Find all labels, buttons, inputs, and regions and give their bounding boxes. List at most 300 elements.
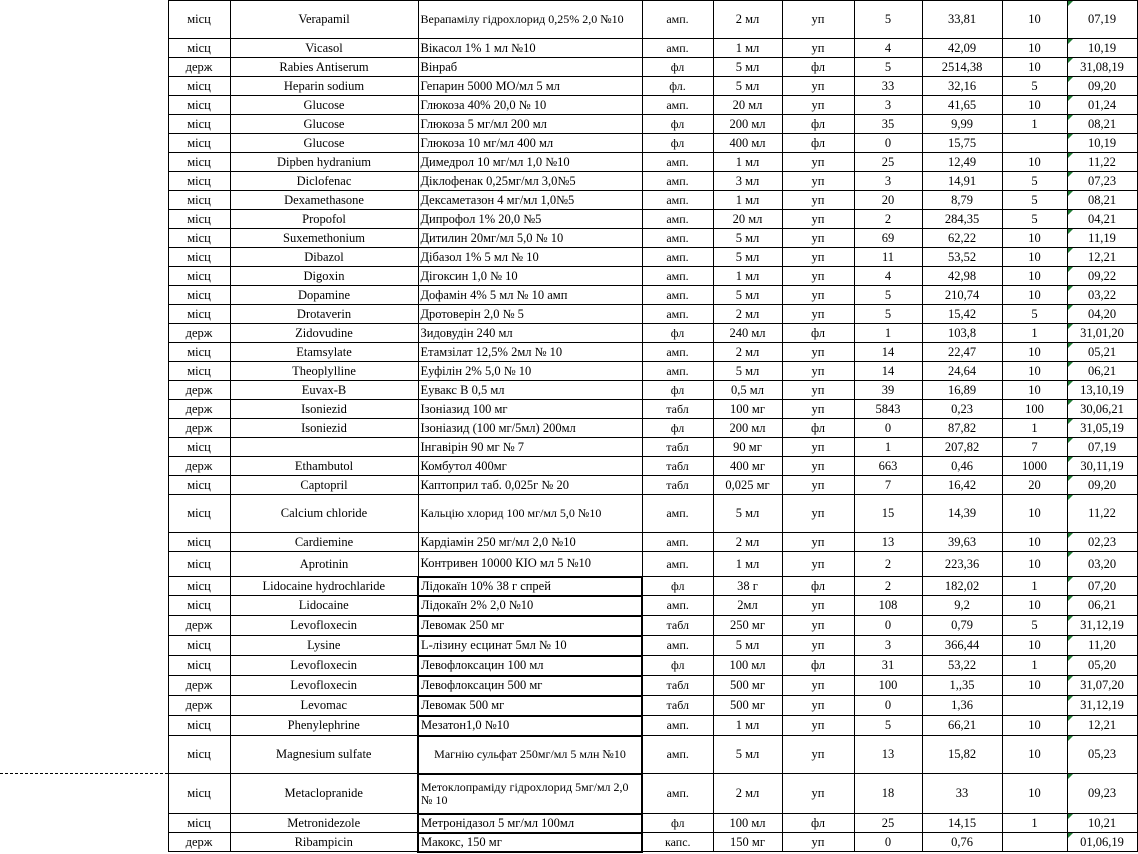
pack-cell[interactable]: 1 — [1002, 656, 1067, 676]
pack-cell[interactable]: 1 — [1002, 814, 1067, 833]
quantity-cell[interactable]: 2 — [854, 577, 922, 596]
quantity-cell[interactable]: 2 — [854, 210, 922, 229]
dose-cell[interactable]: 100 мл — [713, 656, 782, 676]
intl-name-cell[interactable]: Levomac — [230, 696, 418, 716]
pack-cell[interactable]: 1 — [1002, 577, 1067, 596]
trade-name-cell[interactable]: Верапамілу гідрохлорид 0,25% 2,0 №10 — [418, 1, 642, 39]
trade-name-cell[interactable]: Дротоверін 2,0 № 5 — [418, 305, 642, 324]
pack-cell[interactable]: 10 — [1002, 533, 1067, 552]
quantity-cell[interactable]: 4 — [854, 39, 922, 58]
intl-name-cell[interactable]: Captopril — [230, 476, 418, 495]
pack-cell[interactable]: 10 — [1002, 153, 1067, 172]
form-cell[interactable]: амп. — [642, 229, 713, 248]
dose-cell[interactable]: 200 мл — [713, 419, 782, 438]
pack-cell[interactable]: 10 — [1002, 736, 1067, 774]
quantity-cell[interactable]: 3 — [854, 96, 922, 115]
expiry-cell[interactable]: 31,12,19 — [1067, 696, 1137, 716]
status-cell[interactable]: місц — [168, 596, 230, 616]
dose-cell[interactable]: 2 мл — [713, 343, 782, 362]
intl-name-cell[interactable]: Dopamine — [230, 286, 418, 305]
quantity-cell[interactable]: 39 — [854, 381, 922, 400]
status-cell[interactable]: місц — [168, 172, 230, 191]
unit-cell[interactable]: уп — [782, 77, 854, 96]
quantity-cell[interactable]: 5 — [854, 1, 922, 39]
pack-cell[interactable]: 5 — [1002, 191, 1067, 210]
trade-name-cell[interactable]: Левофлоксацин 500 мг — [418, 676, 642, 696]
trade-name-cell[interactable]: Дібазол 1% 5 мл № 10 — [418, 248, 642, 267]
form-cell[interactable]: табл — [642, 476, 713, 495]
pack-cell[interactable]: 5 — [1002, 172, 1067, 191]
trade-name-cell[interactable]: Дігоксин 1,0 № 10 — [418, 267, 642, 286]
intl-name-cell[interactable]: Metronidezole — [230, 814, 418, 833]
intl-name-cell[interactable]: Verapamil — [230, 1, 418, 39]
intl-name-cell[interactable]: Glucose — [230, 115, 418, 134]
price-cell[interactable]: 12,49 — [922, 153, 1002, 172]
expiry-cell[interactable]: 05,23 — [1067, 736, 1137, 774]
form-cell[interactable]: фл — [642, 577, 713, 596]
quantity-cell[interactable]: 0 — [854, 419, 922, 438]
expiry-cell[interactable]: 06,21 — [1067, 596, 1137, 616]
quantity-cell[interactable]: 663 — [854, 457, 922, 476]
status-cell[interactable]: держ — [168, 833, 230, 852]
status-cell[interactable]: місц — [168, 1, 230, 39]
unit-cell[interactable]: фл — [782, 814, 854, 833]
form-cell[interactable]: амп. — [642, 362, 713, 381]
unit-cell[interactable]: уп — [782, 716, 854, 736]
dose-cell[interactable]: 2 мл — [713, 1, 782, 39]
expiry-cell[interactable]: 11,20 — [1067, 636, 1137, 656]
trade-name-cell[interactable]: Еуфілін 2% 5,0 № 10 — [418, 362, 642, 381]
trade-name-cell[interactable]: Глюкоза 40% 20,0 № 10 — [418, 96, 642, 115]
dose-cell[interactable]: 100 мл — [713, 814, 782, 833]
form-cell[interactable]: амп. — [642, 96, 713, 115]
form-cell[interactable]: фл — [642, 115, 713, 134]
expiry-cell[interactable]: 04,21 — [1067, 210, 1137, 229]
trade-name-cell[interactable]: Мезатон1,0 №10 — [418, 716, 642, 736]
pack-cell[interactable]: 10 — [1002, 596, 1067, 616]
pack-cell[interactable]: 10 — [1002, 267, 1067, 286]
status-cell[interactable]: держ — [168, 457, 230, 476]
form-cell[interactable]: табл — [642, 400, 713, 419]
form-cell[interactable]: амп. — [642, 172, 713, 191]
dose-cell[interactable]: 1 мл — [713, 552, 782, 577]
dose-cell[interactable]: 5 мл — [713, 77, 782, 96]
form-cell[interactable]: фл — [642, 656, 713, 676]
pack-cell[interactable] — [1002, 134, 1067, 153]
intl-name-cell[interactable]: Lidocaine hydrochlaride — [230, 577, 418, 596]
quantity-cell[interactable]: 1 — [854, 324, 922, 343]
unit-cell[interactable]: уп — [782, 248, 854, 267]
quantity-cell[interactable]: 13 — [854, 533, 922, 552]
status-cell[interactable]: місц — [168, 533, 230, 552]
price-cell[interactable]: 103,8 — [922, 324, 1002, 343]
dose-cell[interactable]: 2 мл — [713, 305, 782, 324]
form-cell[interactable]: амп. — [642, 191, 713, 210]
trade-name-cell[interactable]: Димедрол 10 мг/мл 1,0 №10 — [418, 153, 642, 172]
pack-cell[interactable]: 5 — [1002, 616, 1067, 636]
dose-cell[interactable]: 1 мл — [713, 716, 782, 736]
quantity-cell[interactable]: 5 — [854, 286, 922, 305]
status-cell[interactable]: місц — [168, 305, 230, 324]
intl-name-cell[interactable]: Vicasol — [230, 39, 418, 58]
status-cell[interactable]: місц — [168, 134, 230, 153]
form-cell[interactable]: фл. — [642, 77, 713, 96]
trade-name-cell[interactable]: Каптоприл таб. 0,025г № 20 — [418, 476, 642, 495]
dose-cell[interactable]: 2 мл — [713, 533, 782, 552]
price-cell[interactable]: 207,82 — [922, 438, 1002, 457]
intl-name-cell[interactable]: Euvax-B — [230, 381, 418, 400]
intl-name-cell[interactable]: Levofloxecin — [230, 616, 418, 636]
form-cell[interactable]: амп. — [642, 1, 713, 39]
trade-name-cell[interactable]: Дитилин 20мг/мл 5,0 № 10 — [418, 229, 642, 248]
status-cell[interactable]: місц — [168, 343, 230, 362]
unit-cell[interactable]: уп — [782, 676, 854, 696]
trade-name-cell[interactable]: Дипрофол 1% 20,0 №5 — [418, 210, 642, 229]
dose-cell[interactable]: 100 мг — [713, 400, 782, 419]
price-cell[interactable]: 22,47 — [922, 343, 1002, 362]
form-cell[interactable]: табл — [642, 616, 713, 636]
dose-cell[interactable]: 5 мл — [713, 495, 782, 533]
quantity-cell[interactable]: 5 — [854, 58, 922, 77]
trade-name-cell[interactable]: L-лізину есцинат 5мл № 10 — [418, 636, 642, 656]
unit-cell[interactable]: уп — [782, 362, 854, 381]
price-cell[interactable]: 41,65 — [922, 96, 1002, 115]
pack-cell[interactable]: 1 — [1002, 115, 1067, 134]
form-cell[interactable]: амп. — [642, 39, 713, 58]
price-cell[interactable]: 15,75 — [922, 134, 1002, 153]
unit-cell[interactable]: уп — [782, 400, 854, 419]
expiry-cell[interactable]: 10,19 — [1067, 39, 1137, 58]
pack-cell[interactable]: 10 — [1002, 552, 1067, 577]
unit-cell[interactable]: уп — [782, 153, 854, 172]
unit-cell[interactable]: уп — [782, 267, 854, 286]
unit-cell[interactable]: уп — [782, 1, 854, 39]
form-cell[interactable]: фл — [642, 814, 713, 833]
intl-name-cell[interactable]: Drotaverin — [230, 305, 418, 324]
dose-cell[interactable]: 5 мл — [713, 636, 782, 656]
trade-name-cell[interactable]: Вінраб — [418, 58, 642, 77]
quantity-cell[interactable]: 11 — [854, 248, 922, 267]
quantity-cell[interactable]: 0 — [854, 696, 922, 716]
pack-cell[interactable]: 10 — [1002, 1, 1067, 39]
status-cell[interactable]: місц — [168, 362, 230, 381]
dose-cell[interactable]: 200 мл — [713, 115, 782, 134]
expiry-cell[interactable]: 09,23 — [1067, 774, 1137, 814]
price-cell[interactable]: 223,36 — [922, 552, 1002, 577]
price-cell[interactable]: 62,22 — [922, 229, 1002, 248]
quantity-cell[interactable]: 5 — [854, 305, 922, 324]
expiry-cell[interactable]: 05,21 — [1067, 343, 1137, 362]
intl-name-cell[interactable]: Dibazol — [230, 248, 418, 267]
unit-cell[interactable]: фл — [782, 419, 854, 438]
expiry-cell[interactable]: 10,21 — [1067, 814, 1137, 833]
unit-cell[interactable]: уп — [782, 636, 854, 656]
form-cell[interactable]: табл — [642, 438, 713, 457]
trade-name-cell[interactable]: Левомак 500 мг — [418, 696, 642, 716]
status-cell[interactable]: держ — [168, 58, 230, 77]
intl-name-cell[interactable]: Cardiemine — [230, 533, 418, 552]
status-cell[interactable]: місц — [168, 267, 230, 286]
price-cell[interactable]: 9,2 — [922, 596, 1002, 616]
status-cell[interactable]: держ — [168, 324, 230, 343]
expiry-cell[interactable]: 10,19 — [1067, 134, 1137, 153]
unit-cell[interactable]: фл — [782, 134, 854, 153]
quantity-cell[interactable]: 14 — [854, 362, 922, 381]
pack-cell[interactable]: 10 — [1002, 774, 1067, 814]
quantity-cell[interactable]: 5 — [854, 716, 922, 736]
dose-cell[interactable]: 2мл — [713, 596, 782, 616]
status-cell[interactable]: місц — [168, 495, 230, 533]
intl-name-cell[interactable]: Glucose — [230, 96, 418, 115]
intl-name-cell[interactable]: Levofloxecin — [230, 676, 418, 696]
pack-cell[interactable]: 1 — [1002, 419, 1067, 438]
pack-cell[interactable]: 7 — [1002, 438, 1067, 457]
quantity-cell[interactable]: 0 — [854, 833, 922, 852]
status-cell[interactable]: місц — [168, 774, 230, 814]
trade-name-cell[interactable]: Макокс, 150 мг — [418, 833, 642, 852]
expiry-cell[interactable]: 31,08,19 — [1067, 58, 1137, 77]
expiry-cell[interactable]: 31,05,19 — [1067, 419, 1137, 438]
price-cell[interactable]: 182,02 — [922, 577, 1002, 596]
intl-name-cell[interactable]: Suxemethonium — [230, 229, 418, 248]
price-cell[interactable]: 8,79 — [922, 191, 1002, 210]
unit-cell[interactable]: фл — [782, 115, 854, 134]
status-cell[interactable]: місц — [168, 229, 230, 248]
status-cell[interactable]: місц — [168, 210, 230, 229]
pack-cell[interactable]: 10 — [1002, 381, 1067, 400]
expiry-cell[interactable]: 12,21 — [1067, 716, 1137, 736]
intl-name-cell[interactable]: Ribampicin — [230, 833, 418, 852]
dose-cell[interactable]: 0,5 мл — [713, 381, 782, 400]
dose-cell[interactable]: 400 мг — [713, 457, 782, 476]
dose-cell[interactable]: 90 мг — [713, 438, 782, 457]
trade-name-cell[interactable]: Глюкоза 5 мг/мл 200 мл — [418, 115, 642, 134]
intl-name-cell[interactable]: Calcium chloride — [230, 495, 418, 533]
quantity-cell[interactable]: 13 — [854, 736, 922, 774]
pack-cell[interactable]: 10 — [1002, 58, 1067, 77]
dose-cell[interactable]: 0,025 мг — [713, 476, 782, 495]
pack-cell[interactable]: 5 — [1002, 77, 1067, 96]
form-cell[interactable]: фл — [642, 324, 713, 343]
quantity-cell[interactable]: 18 — [854, 774, 922, 814]
quantity-cell[interactable]: 1 — [854, 438, 922, 457]
form-cell[interactable]: амп. — [642, 286, 713, 305]
expiry-cell[interactable]: 11,22 — [1067, 495, 1137, 533]
unit-cell[interactable]: уп — [782, 39, 854, 58]
trade-name-cell[interactable]: Дексаметазон 4 мг/мл 1,0№5 — [418, 191, 642, 210]
trade-name-cell[interactable]: Магнію сульфат 250мг/мл 5 млн №10 — [418, 736, 642, 774]
quantity-cell[interactable]: 25 — [854, 814, 922, 833]
trade-name-cell[interactable]: Кардіамін 250 мг/мл 2,0 №10 — [418, 533, 642, 552]
unit-cell[interactable]: уп — [782, 696, 854, 716]
quantity-cell[interactable]: 31 — [854, 656, 922, 676]
status-cell[interactable]: місц — [168, 656, 230, 676]
price-cell[interactable]: 9,99 — [922, 115, 1002, 134]
status-cell[interactable]: місц — [168, 577, 230, 596]
trade-name-cell[interactable]: Ізоніазид (100 мг/5мл) 200мл — [418, 419, 642, 438]
trade-name-cell[interactable]: Еувакс В 0,5 мл — [418, 381, 642, 400]
unit-cell[interactable]: уп — [782, 210, 854, 229]
status-cell[interactable]: місц — [168, 814, 230, 833]
intl-name-cell[interactable]: Metaclopranide — [230, 774, 418, 814]
unit-cell[interactable]: уп — [782, 495, 854, 533]
form-cell[interactable]: амп. — [642, 736, 713, 774]
pack-cell[interactable]: 10 — [1002, 96, 1067, 115]
dose-cell[interactable]: 20 мл — [713, 96, 782, 115]
quantity-cell[interactable]: 5843 — [854, 400, 922, 419]
dose-cell[interactable]: 38 г — [713, 577, 782, 596]
intl-name-cell[interactable]: Digoxin — [230, 267, 418, 286]
unit-cell[interactable]: уп — [782, 286, 854, 305]
expiry-cell[interactable]: 08,21 — [1067, 191, 1137, 210]
form-cell[interactable]: амп. — [642, 248, 713, 267]
intl-name-cell[interactable]: Propofol — [230, 210, 418, 229]
unit-cell[interactable]: уп — [782, 191, 854, 210]
form-cell[interactable]: амп. — [642, 495, 713, 533]
status-cell[interactable]: місц — [168, 153, 230, 172]
unit-cell[interactable]: уп — [782, 305, 854, 324]
unit-cell[interactable]: уп — [782, 172, 854, 191]
price-cell[interactable]: 16,89 — [922, 381, 1002, 400]
status-cell[interactable]: держ — [168, 696, 230, 716]
price-cell[interactable]: 0,23 — [922, 400, 1002, 419]
trade-name-cell[interactable]: Зидовудін 240 мл — [418, 324, 642, 343]
dose-cell[interactable]: 5 мл — [713, 248, 782, 267]
quantity-cell[interactable]: 0 — [854, 616, 922, 636]
pack-cell[interactable]: 10 — [1002, 362, 1067, 381]
unit-cell[interactable]: уп — [782, 736, 854, 774]
price-cell[interactable]: 33 — [922, 774, 1002, 814]
pack-cell[interactable] — [1002, 833, 1067, 852]
expiry-cell[interactable]: 07,19 — [1067, 438, 1137, 457]
expiry-cell[interactable]: 01,24 — [1067, 96, 1137, 115]
quantity-cell[interactable]: 0 — [854, 134, 922, 153]
dose-cell[interactable]: 5 мл — [713, 736, 782, 774]
trade-name-cell[interactable]: Левофлоксацин 100 мл — [418, 656, 642, 676]
status-cell[interactable]: місц — [168, 438, 230, 457]
form-cell[interactable]: табл — [642, 457, 713, 476]
dose-cell[interactable]: 500 мг — [713, 696, 782, 716]
price-cell[interactable]: 87,82 — [922, 419, 1002, 438]
expiry-cell[interactable]: 02,23 — [1067, 533, 1137, 552]
expiry-cell[interactable]: 12,21 — [1067, 248, 1137, 267]
trade-name-cell[interactable]: Контривен 10000 КІО мл 5 №10 — [418, 552, 642, 577]
pack-cell[interactable]: 1000 — [1002, 457, 1067, 476]
status-cell[interactable]: місц — [168, 476, 230, 495]
intl-name-cell[interactable]: Theoplylline — [230, 362, 418, 381]
intl-name-cell[interactable]: Heparin sodium — [230, 77, 418, 96]
quantity-cell[interactable]: 15 — [854, 495, 922, 533]
expiry-cell[interactable]: 30,11,19 — [1067, 457, 1137, 476]
trade-name-cell[interactable]: Вікасол 1% 1 мл №10 — [418, 39, 642, 58]
quantity-cell[interactable]: 100 — [854, 676, 922, 696]
form-cell[interactable]: амп. — [642, 552, 713, 577]
expiry-cell[interactable]: 09,20 — [1067, 476, 1137, 495]
dose-cell[interactable]: 3 мл — [713, 172, 782, 191]
form-cell[interactable]: табл — [642, 676, 713, 696]
price-cell[interactable]: 0,79 — [922, 616, 1002, 636]
dose-cell[interactable]: 1 мл — [713, 153, 782, 172]
intl-name-cell[interactable]: Isoniezid — [230, 400, 418, 419]
expiry-cell[interactable]: 08,21 — [1067, 115, 1137, 134]
unit-cell[interactable]: фл — [782, 577, 854, 596]
intl-name-cell[interactable]: Aprotinin — [230, 552, 418, 577]
unit-cell[interactable]: уп — [782, 833, 854, 852]
intl-name-cell[interactable]: Glucose — [230, 134, 418, 153]
unit-cell[interactable]: уп — [782, 596, 854, 616]
status-cell[interactable]: місц — [168, 286, 230, 305]
expiry-cell[interactable]: 07,20 — [1067, 577, 1137, 596]
expiry-cell[interactable]: 11,19 — [1067, 229, 1137, 248]
dose-cell[interactable]: 5 мл — [713, 286, 782, 305]
expiry-cell[interactable]: 03,22 — [1067, 286, 1137, 305]
pack-cell[interactable]: 10 — [1002, 286, 1067, 305]
price-cell[interactable]: 14,91 — [922, 172, 1002, 191]
unit-cell[interactable]: уп — [782, 774, 854, 814]
quantity-cell[interactable]: 3 — [854, 636, 922, 656]
form-cell[interactable]: амп. — [642, 153, 713, 172]
dose-cell[interactable]: 5 мл — [713, 229, 782, 248]
dose-cell[interactable]: 250 мг — [713, 616, 782, 636]
unit-cell[interactable]: уп — [782, 381, 854, 400]
expiry-cell[interactable]: 13,10,19 — [1067, 381, 1137, 400]
expiry-cell[interactable]: 01,06,19 — [1067, 833, 1137, 852]
unit-cell[interactable]: уп — [782, 438, 854, 457]
quantity-cell[interactable]: 14 — [854, 343, 922, 362]
price-cell[interactable]: 24,64 — [922, 362, 1002, 381]
pack-cell[interactable]: 1 — [1002, 324, 1067, 343]
price-cell[interactable]: 33,81 — [922, 1, 1002, 39]
price-cell[interactable]: 0,46 — [922, 457, 1002, 476]
form-cell[interactable]: амп. — [642, 596, 713, 616]
trade-name-cell[interactable]: Діклофенак 0,25мг/мл 3,0№5 — [418, 172, 642, 191]
dose-cell[interactable]: 1 мл — [713, 267, 782, 286]
form-cell[interactable]: фл — [642, 419, 713, 438]
intl-name-cell[interactable]: Etamsylate — [230, 343, 418, 362]
expiry-cell[interactable]: 31,12,19 — [1067, 616, 1137, 636]
trade-name-cell[interactable]: Комбутол 400мг — [418, 457, 642, 476]
status-cell[interactable]: місц — [168, 115, 230, 134]
expiry-cell[interactable]: 03,20 — [1067, 552, 1137, 577]
quantity-cell[interactable]: 69 — [854, 229, 922, 248]
form-cell[interactable]: фл — [642, 58, 713, 77]
unit-cell[interactable]: уп — [782, 533, 854, 552]
form-cell[interactable]: капс. — [642, 833, 713, 852]
unit-cell[interactable]: фл — [782, 58, 854, 77]
unit-cell[interactable]: фл — [782, 656, 854, 676]
trade-name-cell[interactable]: Метронідазол 5 мг/мл 100мл — [418, 814, 642, 833]
price-cell[interactable]: 210,74 — [922, 286, 1002, 305]
pack-cell[interactable]: 10 — [1002, 343, 1067, 362]
status-cell[interactable]: місц — [168, 96, 230, 115]
status-cell[interactable]: держ — [168, 676, 230, 696]
expiry-cell[interactable]: 06,21 — [1067, 362, 1137, 381]
quantity-cell[interactable]: 3 — [854, 172, 922, 191]
intl-name-cell[interactable]: Ethambutol — [230, 457, 418, 476]
expiry-cell[interactable]: 05,20 — [1067, 656, 1137, 676]
status-cell[interactable]: місц — [168, 736, 230, 774]
dose-cell[interactable]: 150 мг — [713, 833, 782, 852]
trade-name-cell[interactable]: Гепарин 5000 МО/мл 5 мл — [418, 77, 642, 96]
dose-cell[interactable]: 1 мл — [713, 39, 782, 58]
status-cell[interactable]: держ — [168, 419, 230, 438]
price-cell[interactable]: 15,82 — [922, 736, 1002, 774]
unit-cell[interactable]: уп — [782, 457, 854, 476]
price-cell[interactable]: 53,52 — [922, 248, 1002, 267]
quantity-cell[interactable]: 2 — [854, 552, 922, 577]
trade-name-cell[interactable]: Лідокаїн 10% 38 г спрей — [418, 577, 642, 596]
dose-cell[interactable]: 1 мл — [713, 191, 782, 210]
